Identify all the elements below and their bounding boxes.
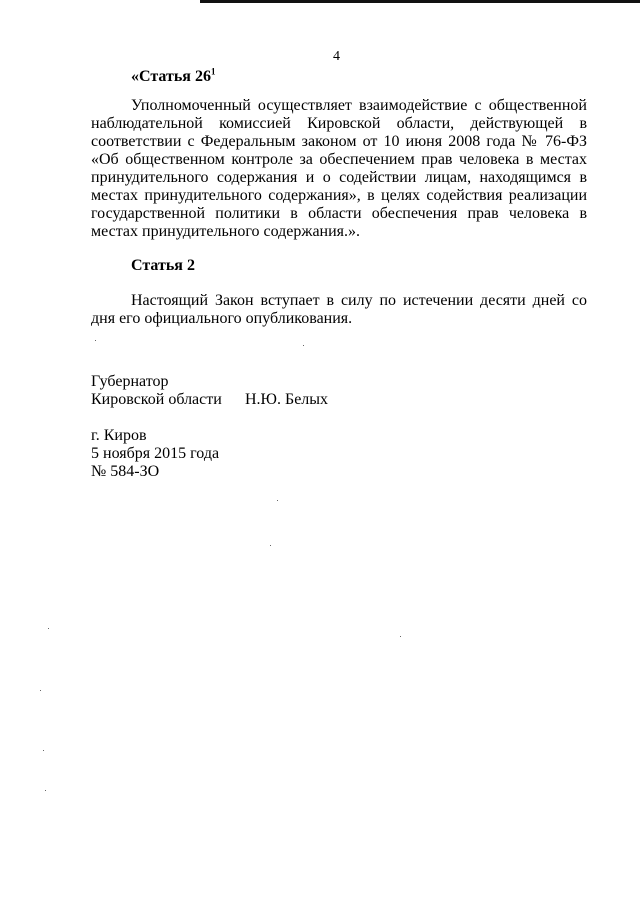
scan-edge-bar <box>200 0 640 3</box>
scan-speck <box>95 340 96 341</box>
signature-name: Н.Ю. Белых <box>245 391 329 408</box>
scan-speck <box>40 690 41 691</box>
scan-speck <box>303 345 304 346</box>
article-26-title <box>131 68 215 86</box>
article-2-title: Статья 2 <box>131 257 195 274</box>
signature-position-line2: Кировской области <box>91 391 222 408</box>
signature-position-line1: Губернатор <box>91 373 169 390</box>
scan-speck <box>48 628 49 629</box>
footer-date: 5 ноября 2015 года <box>91 445 220 462</box>
article-2-paragraph: Настоящий Закон вступает в силу по истечении десяти дней со дня его официального опубликования. <box>91 292 587 327</box>
article-26-title-superscript: 1 <box>210 66 216 77</box>
scan-speck <box>400 636 401 637</box>
article-26-paragraph: Уполномоченный осуществляет взаимодействие с общественной наблюдательной комиссией Кировской области, действующей в соответствии с Федеральным законом от 10 июня 2008 года № 76-ФЗ «Об общественном контроле за обеспечением прав человека в местах принудительного содержания и о содействии лицам, находящимся в местах принудительного содержания», в целях содействия реализации государственной политики в области обеспечения прав человека в местах принудительного содержания.». <box>91 97 587 240</box>
article-26-title-text: «Статья 26 <box>131 68 211 85</box>
footer-city: г. Киров <box>91 427 147 444</box>
footer-number: № 584-ЗО <box>91 463 160 480</box>
scan-speck <box>45 790 46 791</box>
scan-speck <box>270 545 271 546</box>
scan-speck <box>277 500 278 501</box>
page-number: 4 <box>333 49 340 64</box>
scan-speck <box>43 750 44 751</box>
